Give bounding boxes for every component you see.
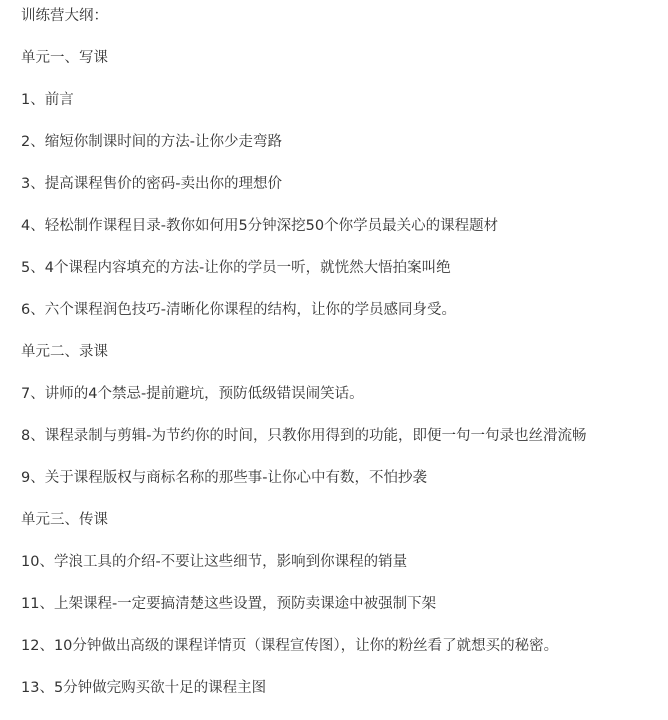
outline-item-1: 1、前言 — [21, 92, 74, 108]
document-title: 训练营大纲： — [21, 8, 108, 24]
unit-heading-1: 单元一、写课 — [21, 50, 108, 66]
outline-item-8: 8、课程录制与剪辑-为节约你的时间，只教你用得到的功能，即便一句一句录也丝滑流畅 — [21, 428, 587, 444]
outline-item-2: 2、缩短你制课时间的方法-让你少走弯路 — [21, 134, 282, 150]
outline-item-3: 3、提高课程售价的密码-卖出你的理想价 — [21, 176, 282, 192]
outline-item-7: 7、讲师的4个禁忌-提前避坑，预防低级错误闹笑话。 — [21, 386, 364, 402]
outline-item-11: 11、上架课程-一定要搞清楚这些设置，预防卖课途中被强制下架 — [21, 596, 437, 612]
outline-item-6: 6、六个课程润色技巧-清晰化你课程的结构，让你的学员感同身受。 — [21, 302, 456, 318]
outline-item-12: 12、10分钟做出高级的课程详情页（课程宣传图），让你的粉丝看了就想买的秘密。 — [21, 638, 559, 654]
outline-item-9: 9、关于课程版权与商标名称的那些事-让你心中有数，不怕抄袭 — [21, 470, 427, 486]
document-body — [21, 0, 661, 720]
outline-item-5: 5、4个课程内容填充的方法-让你的学员一听，就恍然大悟拍案叫绝 — [21, 260, 451, 276]
outline-item-13: 13、5分钟做完购买欲十足的课程主图 — [21, 680, 267, 696]
outline-item-10: 10、学浪工具的介绍-不要让这些细节，影响到你课程的销量 — [21, 554, 408, 570]
unit-heading-3: 单元三、传课 — [21, 512, 108, 528]
outline-item-4: 4、轻松制作课程目录-教你如何用5分钟深挖50个你学员最关心的课程题材 — [21, 218, 499, 234]
unit-heading-2: 单元二、录课 — [21, 344, 108, 360]
